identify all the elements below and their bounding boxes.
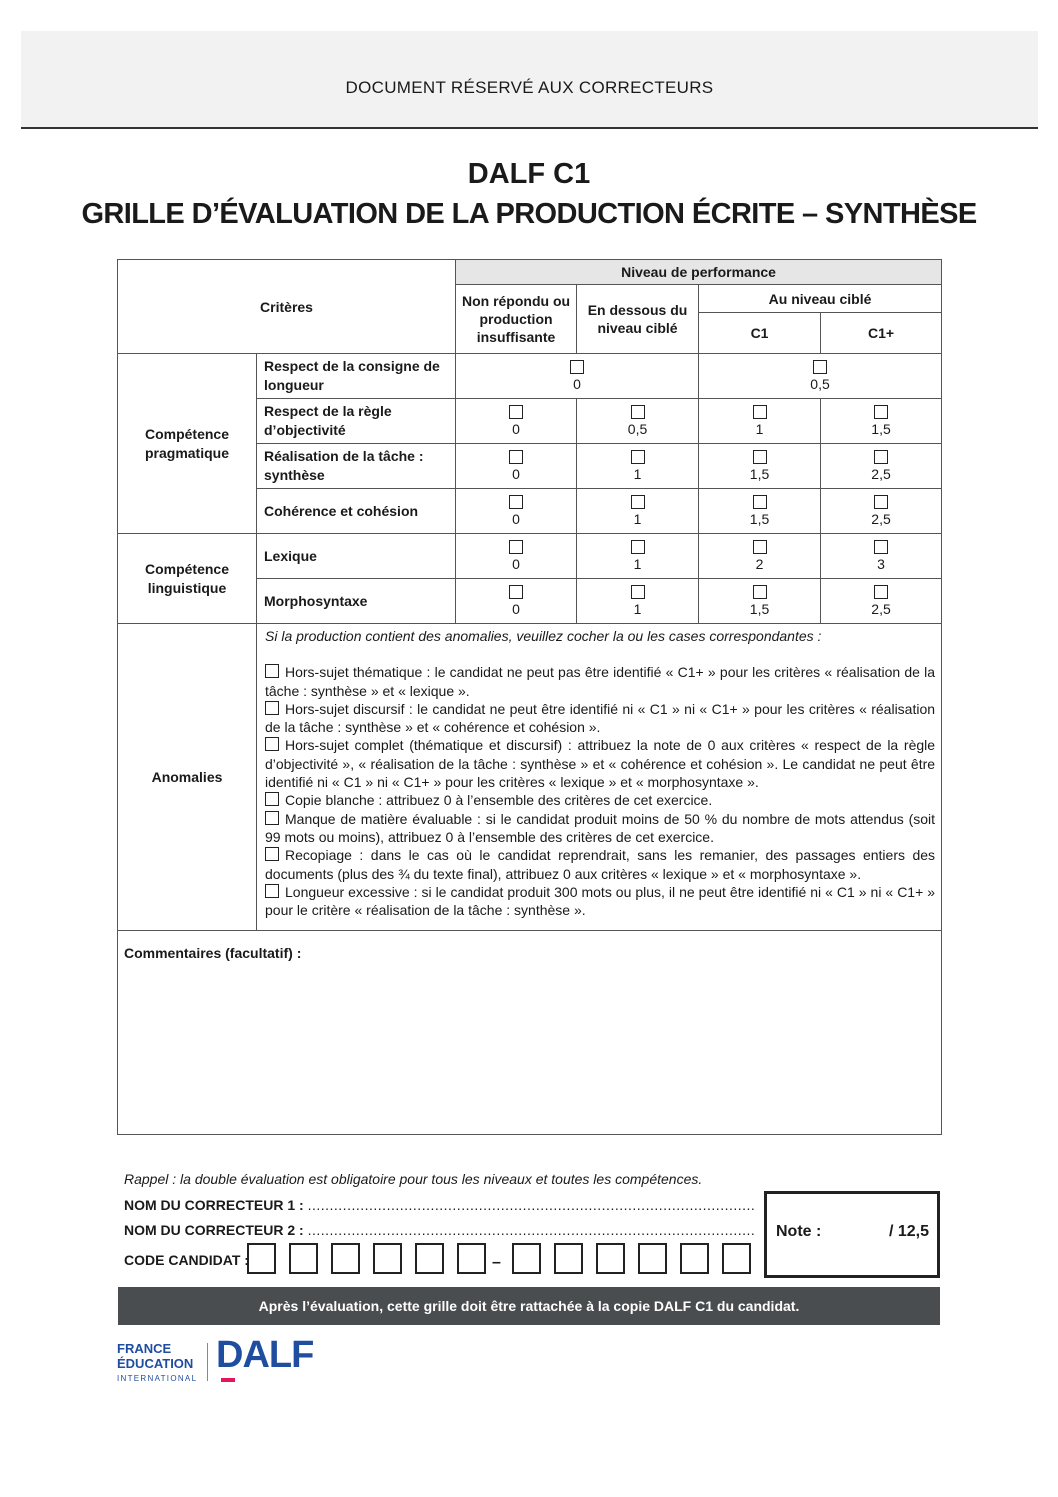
code-box[interactable] [596,1243,625,1274]
score-cell[interactable]: 2,5 [821,444,942,489]
score-cell[interactable]: 1 [577,444,699,489]
anomaly-item[interactable]: Copie blanche : attribuez 0 à l’ensemble des critères de cet exercice. [265,791,935,809]
rappel-text: Rappel : la double évaluation est obligatoire pour tous les niveaux et toutes les compétences. [124,1171,703,1187]
code-box[interactable] [289,1243,318,1274]
score-cell[interactable]: 0 [456,444,577,489]
code-box[interactable] [512,1243,541,1274]
checkbox[interactable] [509,540,523,554]
score-cell[interactable]: 1 [577,579,699,624]
score-cell[interactable]: 1 [577,534,699,579]
checkbox[interactable] [753,585,767,599]
france-education-logo: FRANCE ÉDUCATION INTERNATIONAL [117,1341,198,1383]
checkbox[interactable] [265,847,279,861]
correcteur2-dots: ...................................................................................................... [307,1222,756,1238]
correcteur1-dots: ...................................................................................................... [307,1197,756,1213]
reserved-banner [21,31,1038,129]
code-box[interactable] [373,1243,402,1274]
correcteur1-line[interactable] [124,1197,755,1213]
score-cell[interactable]: 0,5 [699,354,942,399]
score-cell[interactable]: 0 [456,489,577,534]
correcteur2-label: NOM DU CORRECTEUR 2 : [124,1222,304,1238]
commentaires-label: Commentaires (facultatif) : [124,945,302,961]
code-box[interactable] [722,1243,751,1274]
checkbox[interactable] [631,540,645,554]
criterion-label: Respect de la consigne de longueur [257,354,456,399]
checkbox[interactable] [631,405,645,419]
checkbox[interactable] [265,737,279,751]
score-cell[interactable]: 2,5 [821,579,942,624]
dalf-logo-accent [221,1378,235,1382]
logo-separator [207,1343,208,1381]
checkbox[interactable] [874,585,888,599]
category-linguistique: Compétence linguistique [118,534,257,624]
correcteur2-line[interactable] [124,1222,755,1238]
niveau-header: Niveau de performance [456,260,942,285]
anomaly-item[interactable]: Recopiage : dans le cas où le candidat reprendrait, sans les remanier, des passages entiers des documents (plus des ¾ du texte final), attribuez 0 aux critères « lexique » et « morphosyntaxe ». [265,847,936,882]
checkbox[interactable] [874,450,888,464]
criterion-label: Respect de la règle d’objectivité [257,399,456,444]
note-box[interactable] [764,1191,940,1278]
anomalies-list [257,624,942,931]
footer-notice: Après l’évaluation, cette grille doit être rattachée à la copie DALF C1 du candidat. [118,1287,940,1325]
checkbox[interactable] [509,585,523,599]
anomalies-intro: Si la production contient des anomalies, veuillez cocher la ou les cases correspondantes : [265,628,822,644]
score-cell[interactable]: 0 [456,579,577,624]
checkbox[interactable] [874,405,888,419]
score-cell[interactable]: 2,5 [821,489,942,534]
col-non-repondu: Non répondu ou production insuffisante [456,285,577,354]
checkbox[interactable] [874,495,888,509]
checkbox[interactable] [509,450,523,464]
checkbox[interactable] [753,405,767,419]
checkbox[interactable] [631,495,645,509]
anomaly-item[interactable]: Hors-sujet complet (thématique et discursif) : attribuez la note de 0 aux critères « respect de la règle d’objectivité », « réalisation de la tâche : synthèse » et « cohérence et cohésion ». Le candidat ne peut être identifié ni « C1 » ni « C1+ » pour les critères « lexique » et « morphosyntaxe ». [265,737,936,791]
note-label: Note : [776,1223,822,1240]
criterion-label: Cohérence et cohésion [257,489,456,534]
score-cell[interactable]: 0 [456,354,699,399]
score-cell[interactable]: 1,5 [699,489,821,534]
checkbox[interactable] [509,495,523,509]
checkbox[interactable] [265,664,279,678]
criterion-label: Réalisation de la tâche : synthèse [257,444,456,489]
anomalies-label: Anomalies [118,624,257,931]
score-cell[interactable]: 0 [456,534,577,579]
score-cell[interactable]: 3 [821,534,942,579]
criteres-header: Critères [118,260,456,354]
col-en-dessous: En dessous du niveau ciblé [577,285,699,354]
code-box[interactable] [331,1243,360,1274]
checkbox[interactable] [509,405,523,419]
checkbox[interactable] [265,884,279,898]
code-box[interactable] [247,1243,276,1274]
correcteur1-label: NOM DU CORRECTEUR 1 : [124,1197,304,1213]
code-box[interactable] [554,1243,583,1274]
checkbox[interactable] [265,701,279,715]
code-candidat-label: CODE CANDIDAT : [124,1252,249,1268]
score-cell[interactable]: 0 [456,399,577,444]
score-cell[interactable]: 1 [577,489,699,534]
checkbox[interactable] [265,792,279,806]
anomaly-item[interactable]: Longueur excessive : si le candidat produit 300 mots ou plus, il ne peut être identifié ni « C1 » ni « C1+ » pour le critère « réalisation de la tâche : synthèse ». [265,883,936,919]
banner-text: DOCUMENT RÉSERVÉ AUX CORRECTEURS [345,78,714,97]
checkbox[interactable] [631,450,645,464]
code-box[interactable] [457,1243,486,1274]
note-max: / 12,5 [888,1223,929,1240]
code-box[interactable] [680,1243,709,1274]
checkbox[interactable] [753,450,767,464]
criterion-label: Morphosyntaxe [257,579,456,624]
code-box[interactable] [638,1243,667,1274]
checkbox[interactable] [753,495,767,509]
col-c1: C1 [699,313,821,354]
score-cell[interactable]: 2 [699,534,821,579]
category-pragmatique: Compétence pragmatique [118,354,257,534]
code-box[interactable] [415,1243,444,1274]
commentaires-field[interactable] [118,931,942,1135]
anomaly-item[interactable]: Manque de matière évaluable : si le candidat produit moins de 50 % du nombre de mots attendus (soit 99 mots ou moins), attribuez 0 à l’ensemble des critères de cet exercice. [265,810,936,845]
anomaly-item[interactable]: Hors-sujet discursif : le candidat ne peut être identifié ni « C1 » ni « C1+ » pour les critères « réalisation de la tâche : synthèse » et « cohérence et cohésion ». [265,700,936,736]
checkbox[interactable] [265,811,279,825]
checkbox[interactable] [570,360,584,374]
criterion-label: Lexique [257,534,456,579]
code-dash: – [492,1254,501,1271]
col-c1plus: C1+ [821,313,942,354]
dalf-logo: DALF [216,1334,314,1376]
anomaly-item[interactable]: Hors-sujet thématique : le candidat ne peut pas être identifié « C1+ » pour les critères « réalisation de la tâche : synthèse » et « lexique ». [265,664,936,699]
col-au-niveau: Au niveau ciblé [699,285,942,313]
evaluation-grid [117,259,942,1135]
score-cell[interactable]: 1,5 [699,444,821,489]
score-cell[interactable]: 1,5 [821,399,942,444]
doc-title: DALF C1 [467,158,591,190]
doc-subtitle: GRILLE D’ÉVALUATION DE LA PRODUCTION ÉCRITE – SYNTHÈSE [81,198,977,230]
score-cell[interactable]: 1,5 [699,579,821,624]
score-cell[interactable]: 0,5 [577,399,699,444]
checkbox[interactable] [631,585,645,599]
score-cell[interactable]: 1 [699,399,821,444]
checkbox[interactable] [874,540,888,554]
checkbox[interactable] [753,540,767,554]
checkbox[interactable] [813,360,827,374]
